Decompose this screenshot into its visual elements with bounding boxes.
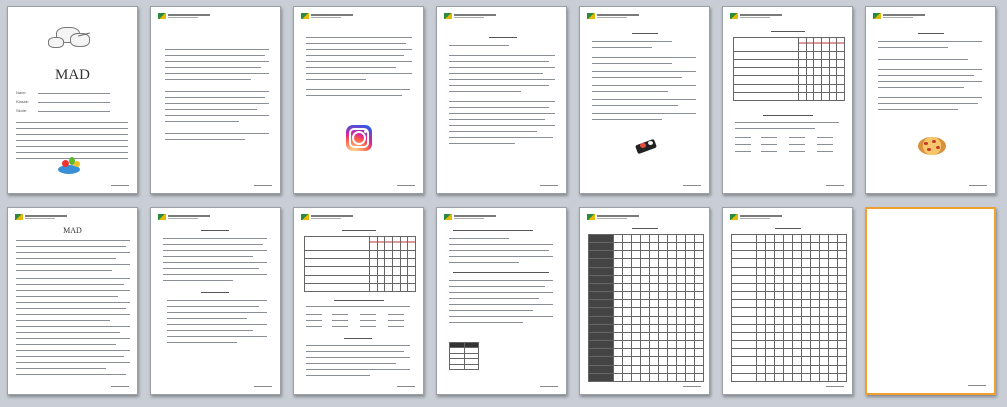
page-thumbnail-8[interactable] [7,207,138,395]
page-header [730,13,785,20]
page-header [158,13,213,20]
field-school-label: Skole: [16,108,28,113]
page-header [444,13,499,20]
document-title: MAD [54,67,90,83]
page-header [587,13,642,20]
pizza-icon [918,137,946,155]
small-table [449,342,479,370]
page-header [158,214,213,221]
page-header [301,214,356,221]
page-header [587,214,642,221]
schedule-table [731,234,847,382]
page-header [444,214,499,221]
page-thumbnail-5[interactable] [579,6,710,194]
page-thumbnail-3[interactable] [293,6,424,194]
schedule-table [588,234,704,382]
page-thumbnail-7[interactable] [865,6,996,194]
page-thumbnail-2[interactable] [150,6,281,194]
page-thumbnail-13[interactable] [722,207,853,395]
page-header [301,13,356,20]
page-thumbnail-6[interactable] [722,6,853,194]
page-thumbnail-12[interactable] [579,207,710,395]
checklist-table [733,37,845,101]
checklist-table [304,236,416,292]
page-thumbnail-9[interactable] [150,207,281,395]
page-thumbnail-4[interactable] [436,6,567,194]
page-thumbnail-11[interactable] [436,207,567,395]
field-class-label: Klasse: [16,99,30,104]
page-thumbnail-1[interactable] [7,6,138,194]
instagram-icon [346,125,372,151]
page-heading: MAD [63,226,82,235]
page-header [730,214,785,221]
page-header [15,214,70,221]
page-thumbnail-10[interactable] [293,207,424,395]
page-header [873,13,928,20]
page-thumbnail-14[interactable] [865,207,996,395]
field-name-label: Navn: [16,90,27,95]
